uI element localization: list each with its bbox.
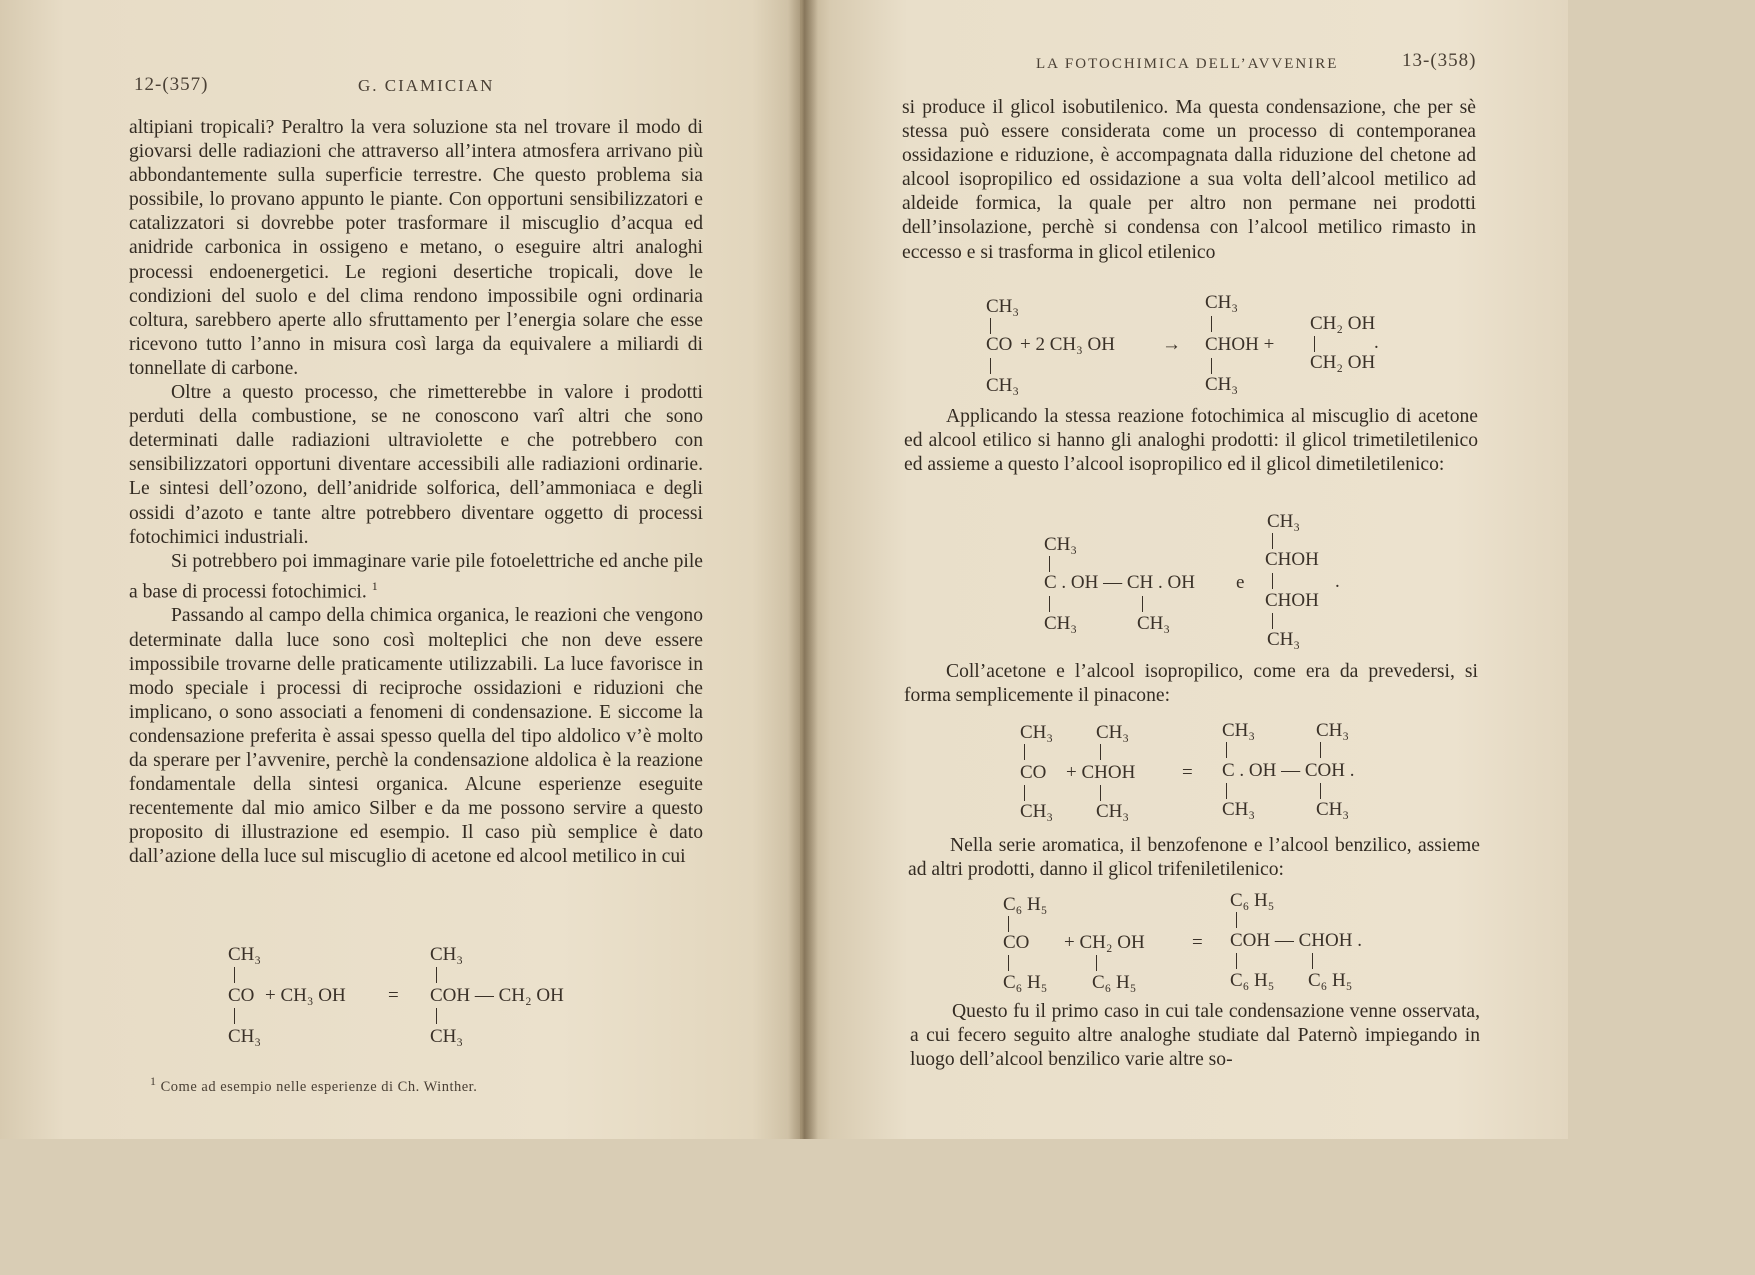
bond-line (1314, 336, 1315, 352)
formula-product: COH — CHOH . (1230, 930, 1362, 951)
bond-line (1272, 573, 1273, 589)
formula-c6h5: C₆ H₅ (1003, 894, 1048, 915)
bond-line (1211, 358, 1212, 374)
arrow: → (1162, 334, 1181, 355)
right-paragraph-2 (904, 405, 1478, 477)
formula-reactant: + CHOH (1066, 762, 1136, 783)
right-page (800, 0, 1568, 1139)
bond-line (1024, 785, 1025, 801)
left-paragraph-4: Passando al campo della chimica organica, le reazioni che vengono determinate dalla luce sono così molteplici che non deve essere impossibile trovarne delle praticamente utilizzabili. La luce favorisce in modo speciale i processi di reciproche ossidazioni e riduzioni che implicano, o sono associati a fenomeni di condensazione. E siccome la condensazione preferita è assai spesso quella del tipo aldolico v’è molto da sperare per l’avvenire, perchè la condensazione aldolica è la reazione fondamentale della sintesi organica. Alcune esperienze eseguite recentemente dal mio amico Silber e da me possono servire a questo proposito di illustrazione ed esempio. Il caso più semplice è dato dall’azione della luce sul miscuglio di acetone ed alcool metilico in cui (129, 605, 703, 868)
left-paragraph-2: Oltre a questo processo, che rimetterebbe in valore i prodotti perduti della combustione, se ne conoscono varî altri che sono determinati dalle radiazioni ultraviolette e che potrebbero con sensibilizzatori opportuni diventare accessibili alle radiazioni ordinarie. Le sintesi dell’ozono, dell’anidride solforica, dell’ammoniaca e degli ossidi d’azoto e tante altre potrebbero diventare oggetto di processi fotochimici industriali. (129, 382, 703, 548)
formula-co: CO (1020, 762, 1047, 783)
left-page (0, 0, 800, 1139)
left-running-author: G. CIAMICIAN (358, 76, 495, 95)
formula-ch3: CH₃ (1222, 720, 1256, 741)
footnote-text: Come ad esempio nelle esperienze di Ch. Winther. (160, 1078, 478, 1095)
footnote-reference: 1 (371, 578, 378, 593)
right-page-number: 13-(358) (1402, 50, 1477, 71)
formula-ch3: CH₃ (1267, 629, 1301, 650)
bond-line (1320, 742, 1321, 758)
period: . (1374, 332, 1379, 353)
formula-ch3: CH₃ (1267, 511, 1301, 532)
bond-line (234, 1008, 235, 1024)
right-paragraph-3-text: Coll’acetone e l’alcool isopropilico, come era da prevedersi, si forma semplicemente il pinacone: (904, 661, 1478, 707)
formula-ch3: CH₃ (1096, 801, 1130, 822)
left-paragraph-3-text: Si potrebbero poi immaginare varie pile fotoelettriche ed anche pile a base di processi fotochimici. (129, 550, 703, 603)
bond-line (990, 358, 991, 374)
bond-line (1100, 744, 1101, 760)
formula-reactant: + CH₃ OH (265, 985, 346, 1006)
formula-co: CO (986, 334, 1013, 355)
formula-choh: CHOH (1265, 590, 1319, 611)
right-paragraph-4 (908, 834, 1480, 882)
right-paragraph-1: si produce il glicol isobutilenico. Ma questa condensazione, che per sè stessa può essere considerata come un processo di contemporanea ossidazione e riduzione, è accompagnata dalla riduzione del chetone ad alcool isopropilico ed ossidazione a sua volta dell’alcool metilico ad aldeide formica, la quale per altro non permane nei prodotti dell’insolazione, perchè si condensa con l’alcool metilico rimasto in eccesso e si trasforma in glicol etilenico (902, 97, 1476, 263)
bond-line (234, 967, 235, 983)
bond-line (1320, 783, 1321, 799)
formula-ch3: CH₃ (1044, 534, 1078, 555)
right-running-title: LA FOTOCHIMICA DELL’AVVENIRE (1036, 56, 1339, 72)
formula-ch3: CH₃ (430, 944, 464, 965)
book-gutter (788, 0, 818, 1139)
bond-line (990, 318, 991, 334)
bond-line (436, 1008, 437, 1024)
equals-sign: = (388, 985, 399, 1006)
formula-c6h5: C₆ H₅ (1092, 972, 1137, 993)
footnote-mark: 1 (150, 1074, 157, 1088)
equals-sign: = (1192, 932, 1203, 953)
left-page-number: 12-(357) (134, 74, 209, 95)
bond-line (1226, 742, 1227, 758)
footnote (150, 1074, 477, 1096)
bond-line (1024, 744, 1025, 760)
left-paragraph-3 (129, 550, 703, 605)
formula-product: C . OH — COH . (1222, 760, 1355, 781)
right-paragraph-3 (904, 660, 1478, 708)
formula-ch3: CH₃ (1316, 720, 1350, 741)
formula-product: CHOH + (1205, 334, 1275, 355)
formula-ch3: CH₃ (228, 1026, 262, 1047)
bond-line (1008, 916, 1009, 932)
right-paragraph-4-text: Nella serie aromatica, il benzofenone e l’alcool benzilico, assieme ad altri prodotti, danno il glicol trifeniletilenico: (908, 835, 1480, 881)
bond-line (1272, 613, 1273, 629)
bond-line (1236, 912, 1237, 928)
formula-ch3: CH₃ (1020, 801, 1054, 822)
formula-ch3: CH₃ (1044, 613, 1078, 634)
right-paragraph-2-text: Applicando la stessa reazione fotochimica al miscuglio di acetone ed alcool etilico si hanno gli analoghi prodotti: il glicol trimetiletilenico ed assieme a questo l’alcool isopropilico ed il glicol dimetiletilenico: (904, 406, 1478, 476)
formula-ch3: CH₃ (1020, 722, 1054, 743)
formula-ch3: CH₃ (1205, 374, 1239, 395)
bond-line (1096, 955, 1097, 971)
formula-reactant: + 2 CH₃ OH (1020, 334, 1115, 355)
bond-line (1142, 596, 1143, 612)
formula-ch3: CH₃ (1137, 613, 1171, 634)
bond-line (436, 967, 437, 983)
formula-ch3: CH₃ (1222, 799, 1256, 820)
formula-ch2oh: CH₂ OH (1310, 352, 1376, 373)
formula-c6h5: C₆ H₅ (1230, 970, 1275, 991)
formula-product: COH — CH₂ OH (430, 985, 564, 1006)
formula-ch2oh: CH₂ OH (1310, 313, 1376, 334)
left-paragraph-1: altipiani tropicali? Peraltro la vera soluzione sta nel trovare il modo di giovarsi delle radiazioni che attraverso all’intera atmosfera arrivano più abbondantemente sulla superficie terrestre. Che questo problema sia possibile, lo provano appunto le piante. Con opportuni sensibilizzatori e catalizzatori si dovrebbe poter trasformare il miscuglio d’acqua ed anidride carbonica in ossigeno e metano, o eseguire altri analoghi processi endoenergetici. Le regioni desertiche tropicali, dove le condizioni del suolo e del clima rendono impossibile ogni ordinaria coltura, sarebbero aperte allo sfruttamento per l’energia solare che esse ricevono tutto l’anno in misura così larga da equivalere a miliardi di tonnellate di carbone. (129, 117, 703, 379)
bond-line (1211, 316, 1212, 332)
left-body-text (129, 116, 703, 869)
formula-reactant: + CH₂ OH (1064, 932, 1145, 953)
conjunction-e: e (1236, 572, 1245, 593)
formula-ch3: CH₃ (1096, 722, 1130, 743)
equals-sign: = (1182, 762, 1193, 783)
bond-line (1049, 556, 1050, 572)
formula-ch3: CH₃ (430, 1026, 464, 1047)
formula-left: C . OH — CH . OH (1044, 572, 1195, 593)
bond-line (1008, 955, 1009, 971)
right-paragraph-5 (910, 1000, 1480, 1072)
formula-c6h5: C₆ H₅ (1003, 972, 1048, 993)
formula-co: CO (1003, 932, 1030, 953)
period: . (1335, 571, 1340, 592)
formula-ch3: CH₃ (1316, 799, 1350, 820)
bond-line (1312, 953, 1313, 969)
right-paragraph-5-text: Questo fu il primo caso in cui tale condensazione venne osservata, a cui fecero seguito altre analoghe studiate dal Paternò impiegando in luogo dell’alcool benzilico varie altre so- (910, 1001, 1480, 1071)
formula-c6h5: C₆ H₅ (1308, 970, 1353, 991)
formula-ch3: CH₃ (1205, 292, 1239, 313)
formula-ch3: CH₃ (986, 375, 1020, 396)
formula-choh: CHOH (1265, 549, 1319, 570)
bond-line (1272, 533, 1273, 549)
formula-ch3: CH₃ (986, 296, 1020, 317)
bond-line (1049, 596, 1050, 612)
formula-co: CO (228, 985, 255, 1006)
bond-line (1236, 953, 1237, 969)
formula-ch3: CH₃ (228, 944, 262, 965)
bond-line (1100, 785, 1101, 801)
formula-c6h5: C₆ H₅ (1230, 890, 1275, 911)
bond-line (1226, 783, 1227, 799)
